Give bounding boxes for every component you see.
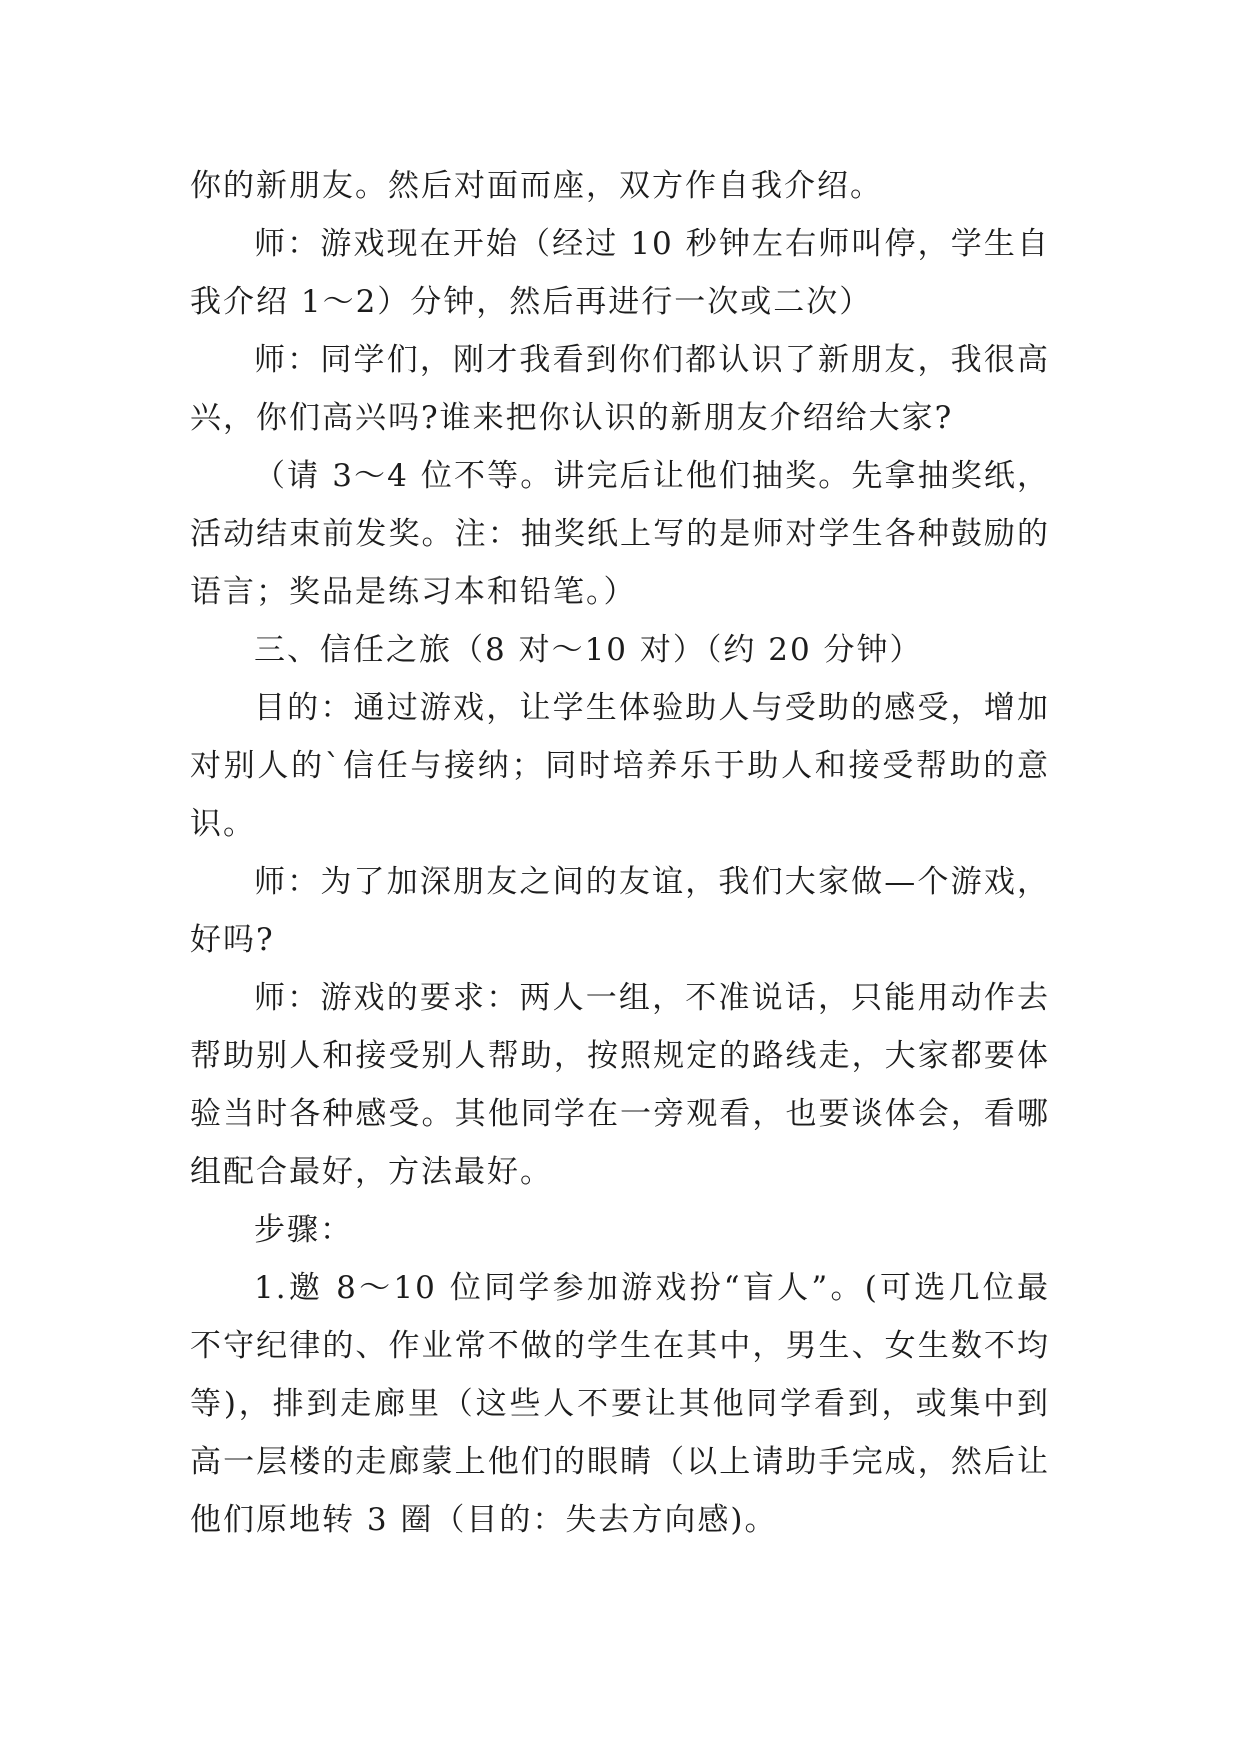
paragraph-lottery-note: （请 3～4 位不等。讲完后让他们抽奖。先拿抽奖纸，活动结束前发奖。注：抽奖纸上写的是师对学生各种鼓励的语言；奖品是练习本和铅笔。）	[190, 458, 1050, 610]
paragraph-steps-label: 步骤：	[254, 1212, 353, 1248]
paragraph-intro-continuation: 你的新朋友。然后对面而座，双方作自我介绍。	[190, 168, 883, 204]
section-heading-trust-journey: 三、信任之旅（8 对～10 对）（约 20 分钟）	[254, 632, 923, 668]
paragraph-game-start: 师：游戏现在开始（经过 10 秒钟左右师叫停，学生自我介绍 1～2）分钟，然后再进行一次或二次）	[190, 226, 1050, 320]
paragraph-teacher-game-invite: 师：为了加深朋友之间的友谊，我们大家做—个游戏，好吗?	[190, 864, 1050, 958]
paragraph-step-one: 1.邀 8～10 位同学参加游戏扮“盲人”。(可选几位最不守纪律的、作业常不做的学生在其中，男生、女生数不均等)，排到走廊里（这些人不要让其他同学看到，或集中到高一层楼的走廊蒙上他们的眼睛（以上请助手完成，然后让他们原地转 3 圈（目的：失去方向感)。	[190, 1270, 1050, 1538]
document-body	[190, 157, 1050, 1549]
paragraph-game-rules: 师：游戏的要求：两人一组，不准说话，只能用动作去帮助别人和接受别人帮助，按照规定的路线走，大家都要体验当时各种感受。其他同学在一旁观看，也要谈体会，看哪组配合最好，方法最好。	[190, 980, 1050, 1190]
paragraph-purpose: 目的：通过游戏，让学生体验助人与受助的感受，增加对别人的`信任与接纳；同时培养乐于助人和接受帮助的意识。	[190, 690, 1050, 842]
paragraph-teacher-question: 师：同学们，刚才我看到你们都认识了新朋友，我很高兴，你们高兴吗?谁来把你认识的新朋友介绍给大家?	[190, 342, 1050, 436]
